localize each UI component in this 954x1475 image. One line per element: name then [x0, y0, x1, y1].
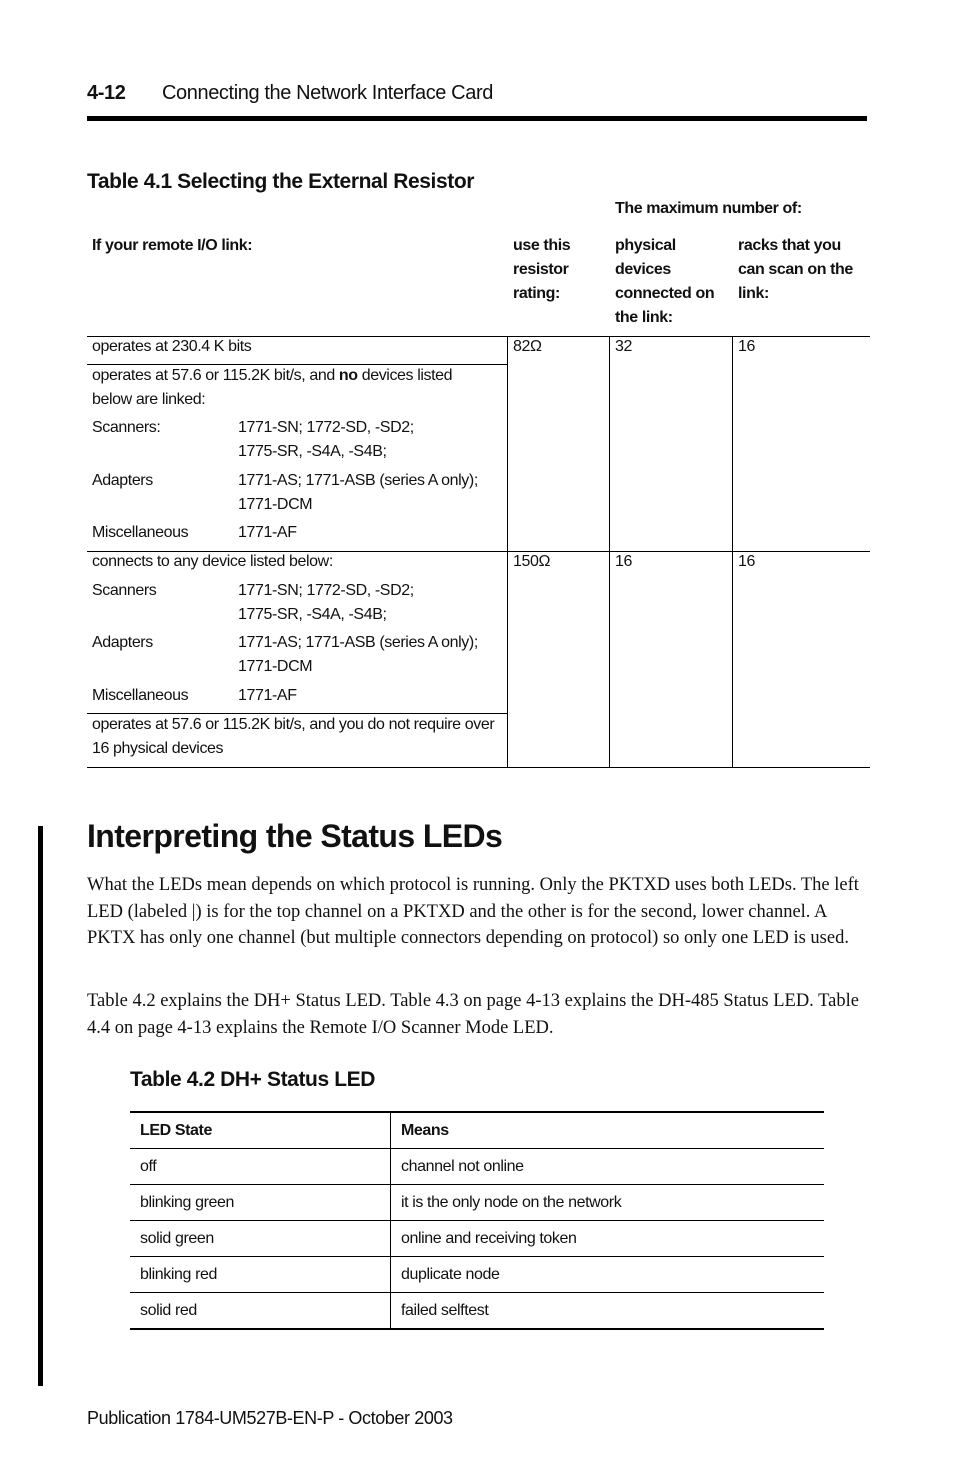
table-4-1-col-divider	[732, 336, 733, 768]
row-no-devices-text: operates at 57.6 or 115.2K bit/s, and no devices listed below are linked:	[92, 367, 453, 408]
publication-footer: Publication 1784-UM527B-EN-P - October 2003	[87, 1408, 453, 1428]
table-header-row	[130, 1112, 824, 1149]
led-state-cell: solid green	[130, 1221, 391, 1257]
misc-label: Miscellaneous	[92, 524, 189, 541]
col-header-link: If your remote I/O link:	[92, 237, 253, 254]
table-row	[130, 1221, 824, 1257]
col-header-racks: racks that you can scan on the link:	[738, 237, 853, 302]
means-cell: duplicate node	[391, 1257, 825, 1293]
col-header-led-state: LED State	[130, 1112, 391, 1149]
table-4-2-caption: Table 4.2 DH+ Status LED	[130, 1068, 375, 1091]
led-state-cell: solid red	[130, 1293, 391, 1330]
led-state-cell: off	[130, 1149, 391, 1185]
header-rule	[87, 116, 867, 121]
scanners-label: Scanners	[92, 582, 157, 599]
row-230k-resistor: 82Ω	[513, 338, 542, 355]
adapters-label: Adapters	[92, 634, 153, 651]
adapters-value: 1771-AS; 1771-ASB (series A only); 1771-DCM	[238, 472, 478, 513]
scanners-label: Scanners:	[92, 419, 161, 436]
paragraph-tables: Table 4.2 explains the DH+ Status LED. Table 4.3 on page 4-13 explains the DH-485 Status LED. Table 4.4 on page 4-13 explains the Remote I/O Scanner Mode LED.	[87, 991, 859, 1038]
adapters-value: 1771-AS; 1771-ASB (series A only); 1771-DCM	[238, 634, 478, 675]
change-bar	[38, 826, 43, 1386]
row-any-device-text: connects to any device listed below:	[92, 553, 333, 570]
adapters-label: Adapters	[92, 472, 153, 489]
page-number: 4-12	[87, 82, 126, 104]
table-4-1-col-divider	[609, 336, 610, 768]
table-4-1-bottom-rule	[87, 767, 870, 768]
paragraph-leds: What the LEDs mean depends on which protocol is running. Only the PKTXD uses both LEDs. The left LED (labeled |) is for the top channel on a PKTXD and the other is for the second, lower channel. A PKTX has only one channel (but multiple connectors depending on protocol) so only one LED is used.	[87, 875, 859, 948]
col-header-resistor: use this resistor rating:	[513, 237, 571, 302]
means-cell: failed selftest	[391, 1293, 825, 1330]
table-row	[130, 1293, 824, 1330]
table-row	[130, 1149, 824, 1185]
table-4-1-caption: Table 4.1 Selecting the External Resistor	[87, 170, 475, 193]
row-230k-racks: 16	[738, 338, 755, 355]
chapter-title: Connecting the Network Interface Card	[162, 82, 493, 104]
misc-value: 1771-AF	[238, 687, 297, 704]
led-state-cell: blinking red	[130, 1257, 391, 1293]
scanners-value: 1771-SN; 1772-SD, -SD2; 1775-SR, -S4A, -S4B;	[238, 582, 414, 623]
means-cell: channel not online	[391, 1149, 825, 1185]
row-230k-text: operates at 230.4 K bits	[92, 338, 252, 355]
led-state-cell: blinking green	[130, 1185, 391, 1221]
row-230k-devices: 32	[615, 338, 632, 355]
scanners-value: 1771-SN; 1772-SD, -SD2; 1775-SR, -S4A, -S4B;	[238, 419, 414, 460]
dh-status-led-table	[130, 1111, 824, 1330]
means-cell: online and receiving token	[391, 1221, 825, 1257]
section-title: Interpreting the Status LEDs	[87, 818, 503, 854]
misc-value: 1771-AF	[238, 524, 297, 541]
table-row	[130, 1257, 824, 1293]
col-header-devices: physical devices connected on the link:	[615, 237, 715, 326]
row-any-device-devices: 16	[615, 553, 632, 570]
max-number-label: The maximum number of:	[615, 200, 802, 217]
row-under-16-text: operates at 57.6 or 115.2K bit/s, and you do not require over 16 physical devices	[92, 716, 495, 757]
means-cell: it is the only node on the network	[391, 1185, 825, 1221]
row-any-device-resistor: 150Ω	[513, 553, 551, 570]
table-4-1-col-divider	[507, 336, 508, 768]
table-row	[130, 1185, 824, 1221]
misc-label: Miscellaneous	[92, 687, 189, 704]
col-header-means: Means	[391, 1112, 825, 1149]
row-any-device-racks: 16	[738, 553, 755, 570]
